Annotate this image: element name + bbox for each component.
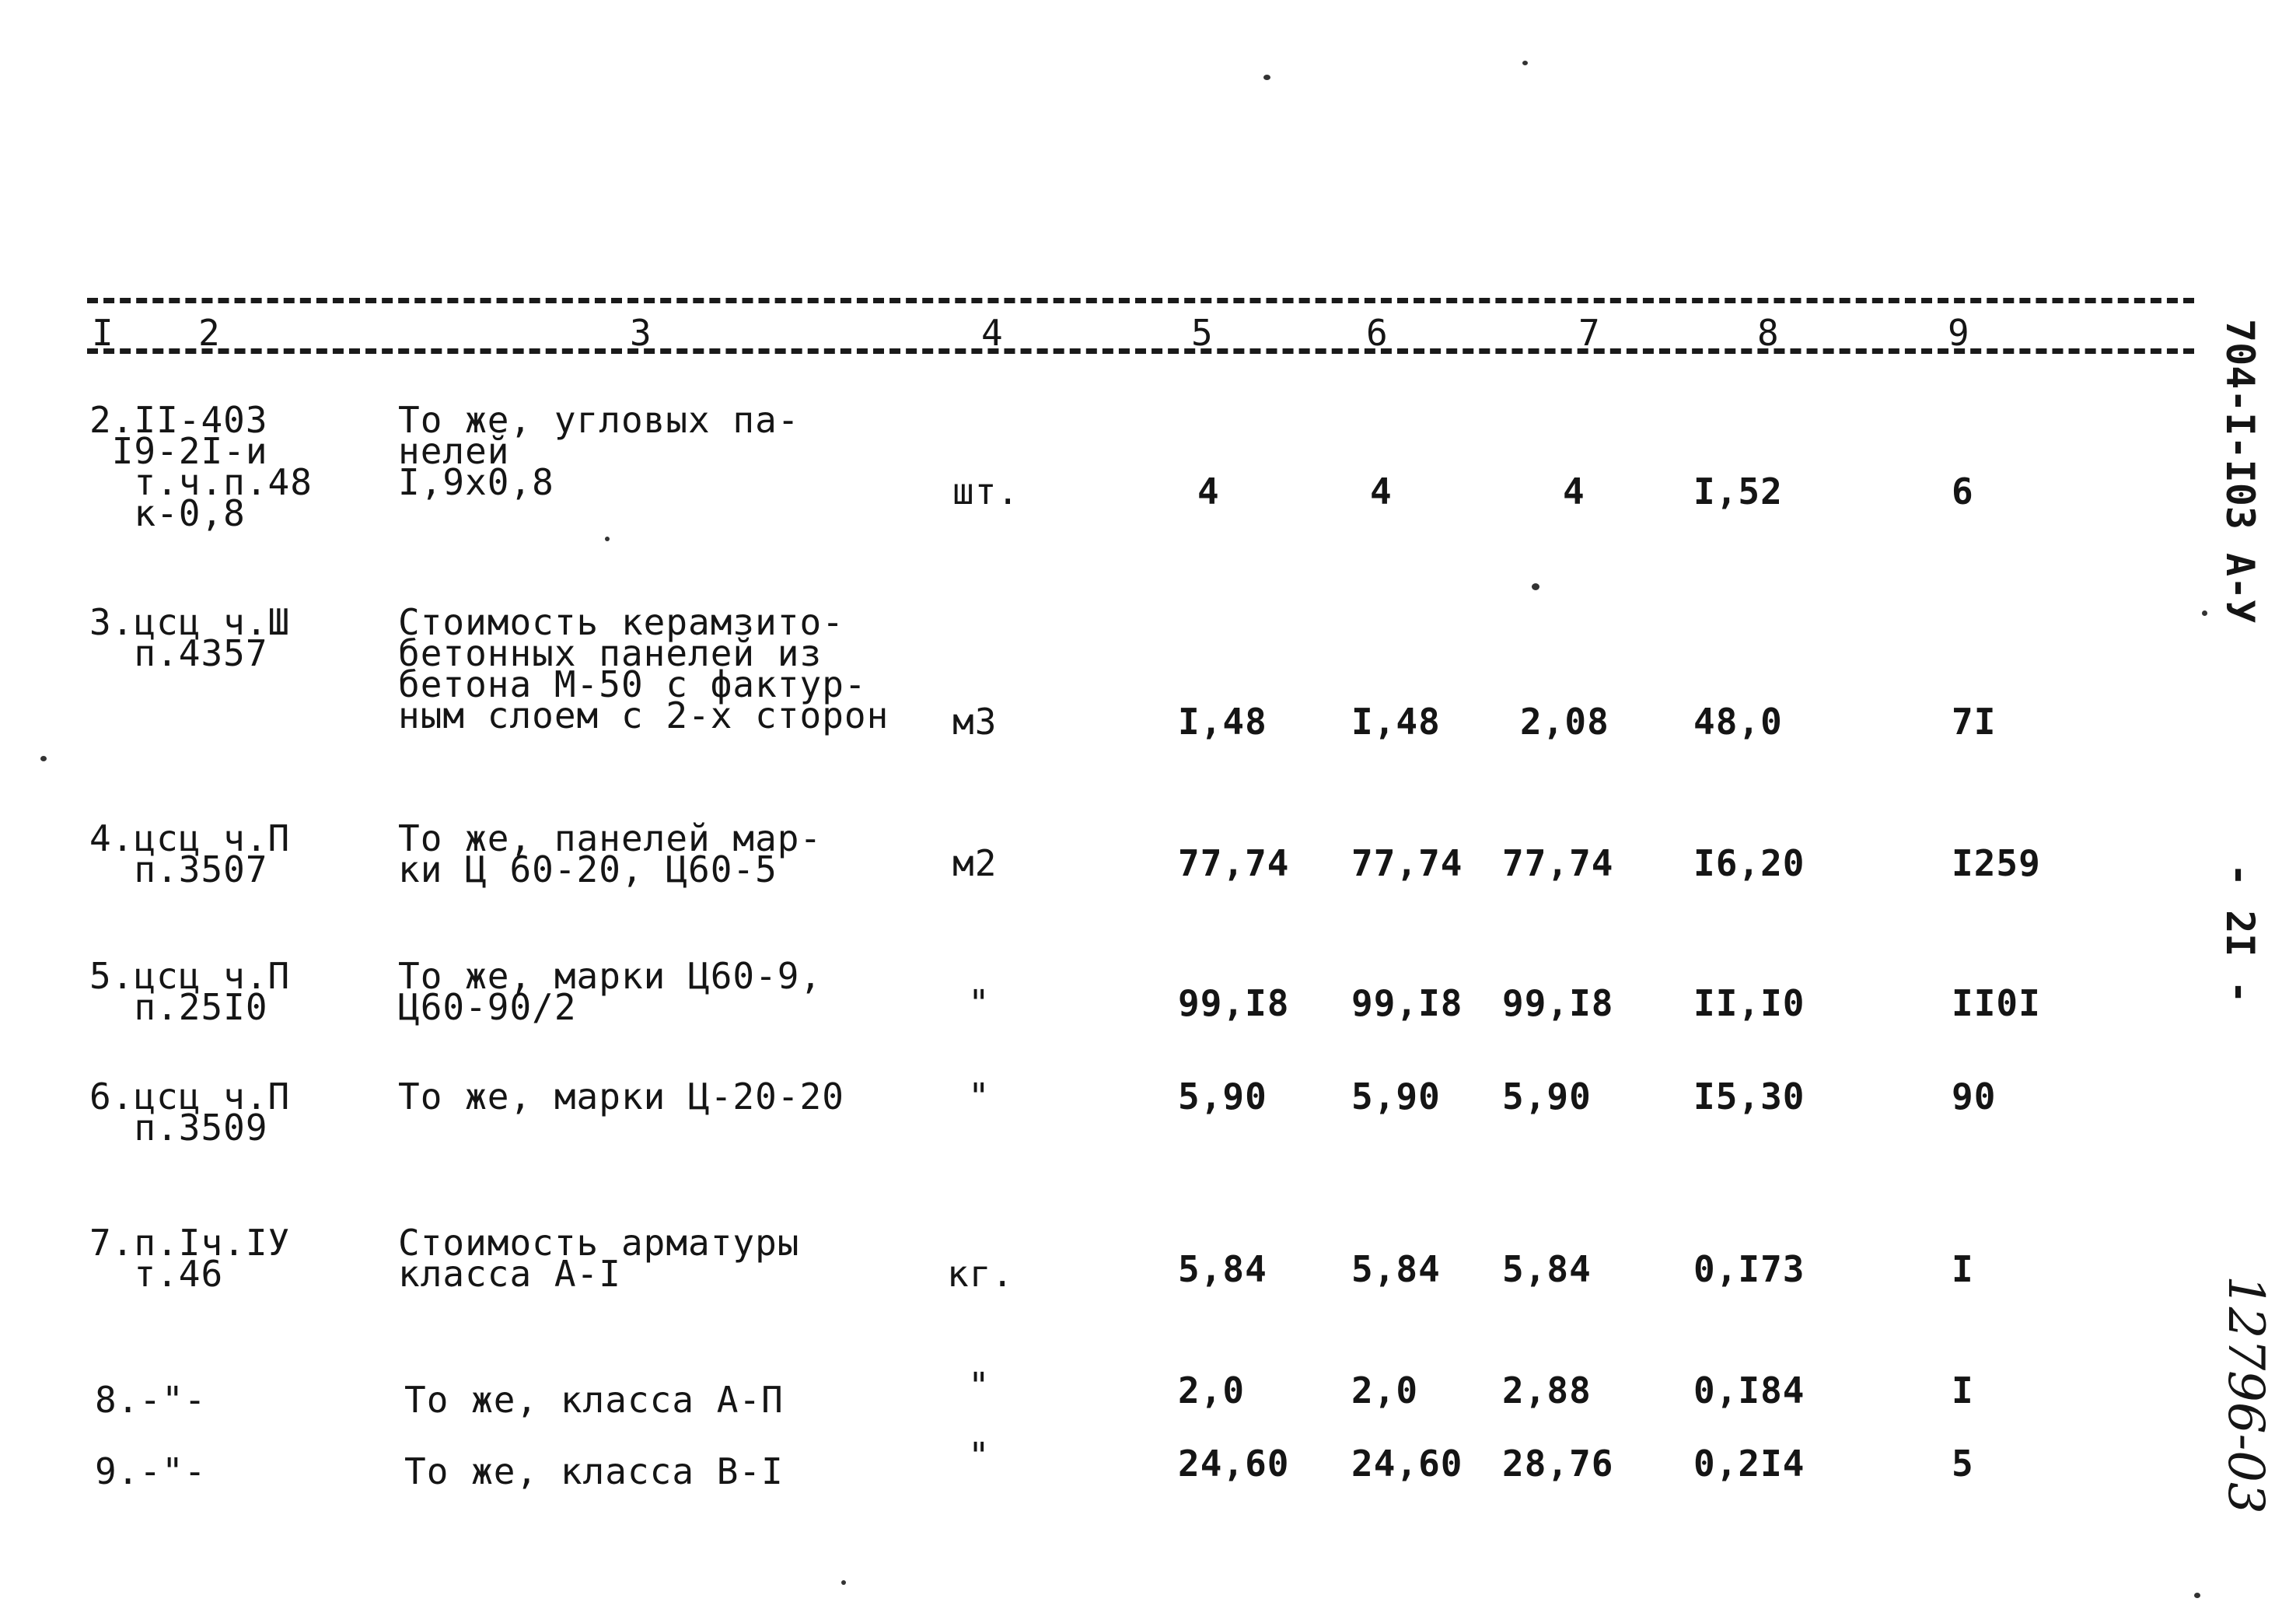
row-col6: I,48 (1351, 701, 1441, 743)
row-col5: 2,0 (1178, 1369, 1246, 1411)
row-col8: I,52 (1693, 470, 1783, 512)
row-name: То же, угловых па- нелей I,9х0,8 (398, 399, 800, 503)
row-col7: 99,I8 (1502, 982, 1614, 1024)
row-code: 4.цсц ч.П п.3507 (89, 817, 291, 890)
row-col5: 77,74 (1178, 842, 1290, 884)
col-header-3: 3 (630, 312, 652, 354)
row-col8: 0,I73 (1693, 1248, 1805, 1290)
row-col8: 0,2I4 (1693, 1443, 1805, 1485)
row-col6: 4 (1370, 470, 1393, 512)
row-col8: I5,30 (1693, 1076, 1805, 1118)
row-unit: шт. (952, 470, 1020, 512)
row-col7: 77,74 (1502, 842, 1614, 884)
row-col7: 2,08 (1520, 701, 1609, 743)
row-code: 9.-"- (95, 1450, 207, 1492)
row-unit: " (968, 1435, 991, 1477)
row-col6: 5,84 (1351, 1248, 1441, 1290)
scan-speck (1263, 75, 1270, 80)
row-name: То же, марки Ц60-9, Ц60-90/2 (398, 955, 823, 1028)
row-name: Стоимость арматуры класса А-I (398, 1222, 800, 1295)
col-header-6: 6 (1366, 312, 1388, 354)
row-col9: 7I (1952, 701, 1997, 743)
row-col9: I (1952, 1248, 1974, 1290)
row-col7: 5,84 (1502, 1248, 1592, 1290)
row-name: То же, класса В-I (404, 1450, 784, 1492)
row-unit: " (968, 982, 991, 1024)
row-code: 6.цсц ч.П п.3509 (89, 1076, 291, 1149)
row-unit: " (968, 1365, 991, 1407)
row-col9: 5 (1952, 1443, 1974, 1485)
row-col5: 99,I8 (1178, 982, 1290, 1024)
row-col5: 5,90 (1178, 1076, 1267, 1118)
row-col6: 77,74 (1351, 842, 1463, 884)
scan-speck (1522, 61, 1528, 65)
page-number: - 2I - (2217, 863, 2263, 1004)
row-name: То же, марки Ц-20-20 (398, 1076, 844, 1118)
row-col6: 5,90 (1351, 1076, 1441, 1118)
row-name: То же, класса А-П (404, 1379, 784, 1421)
header-top-rule (87, 298, 2194, 303)
col-header-2: 2 (198, 312, 220, 354)
col-header-4: 4 (981, 312, 1003, 354)
col-header-7: 7 (1578, 312, 1600, 354)
row-col6: 24,60 (1351, 1443, 1463, 1485)
row-code: 2.II-403 I9-2I-и т.ч.п.48 к-0,8 (89, 399, 313, 534)
row-unit: " (968, 1076, 991, 1118)
row-col7: 4 (1563, 470, 1585, 512)
row-col7: 28,76 (1502, 1443, 1614, 1485)
scan-speck (1532, 583, 1539, 590)
row-col5: 4 (1197, 470, 1220, 512)
row-col9: 90 (1952, 1076, 1997, 1118)
row-code: 5.цсц ч.П п.25I0 (89, 955, 291, 1028)
scan-speck (841, 1580, 846, 1585)
row-col6: 99,I8 (1351, 982, 1463, 1024)
row-name: То же, панелей мар- ки Ц 60-20, Ц60-5 (398, 817, 823, 890)
col-header-5: 5 (1191, 312, 1213, 354)
row-col5: 5,84 (1178, 1248, 1267, 1290)
col-header-9: 9 (1948, 312, 1969, 354)
row-col8: II,I0 (1693, 982, 1805, 1024)
row-col5: I,48 (1178, 701, 1267, 743)
row-col8: I6,20 (1693, 842, 1805, 884)
row-col7: 2,88 (1502, 1369, 1592, 1411)
document-code: 704-I-I03 A-У (2217, 319, 2263, 624)
scan-speck (2194, 1593, 2200, 1598)
row-unit: кг. (947, 1253, 1015, 1295)
row-col8: 0,I84 (1693, 1369, 1805, 1411)
header-bottom-rule (87, 348, 2194, 354)
col-header-1: I (92, 312, 114, 354)
row-col9: I259 (1952, 842, 2041, 884)
row-code: 7.п.Iч.IУ т.46 (89, 1222, 291, 1295)
row-col6: 2,0 (1351, 1369, 1419, 1411)
scan-speck (40, 756, 47, 761)
scan-speck (605, 537, 610, 541)
row-col5: 24,60 (1178, 1443, 1290, 1485)
row-code: 3.цсц ч.Ш п.4357 (89, 601, 291, 674)
col-header-8: 8 (1757, 312, 1779, 354)
row-unit: м3 (952, 701, 998, 743)
row-col9: II0I (1952, 982, 2041, 1024)
row-code: 8.-"- (95, 1379, 207, 1421)
row-unit: м2 (952, 842, 998, 884)
row-col7: 5,90 (1502, 1076, 1592, 1118)
row-col8: 48,0 (1693, 701, 1783, 743)
row-col9: 6 (1952, 470, 1974, 512)
handwritten-number: 12796-03 (2217, 1275, 2274, 1514)
row-col9: I (1952, 1369, 1974, 1411)
scan-speck (2202, 610, 2207, 616)
row-name: Стоимость керамзито- бетонных панелей из бетона М-50 с фактур- ным слоем с 2-х сторон (398, 601, 889, 736)
